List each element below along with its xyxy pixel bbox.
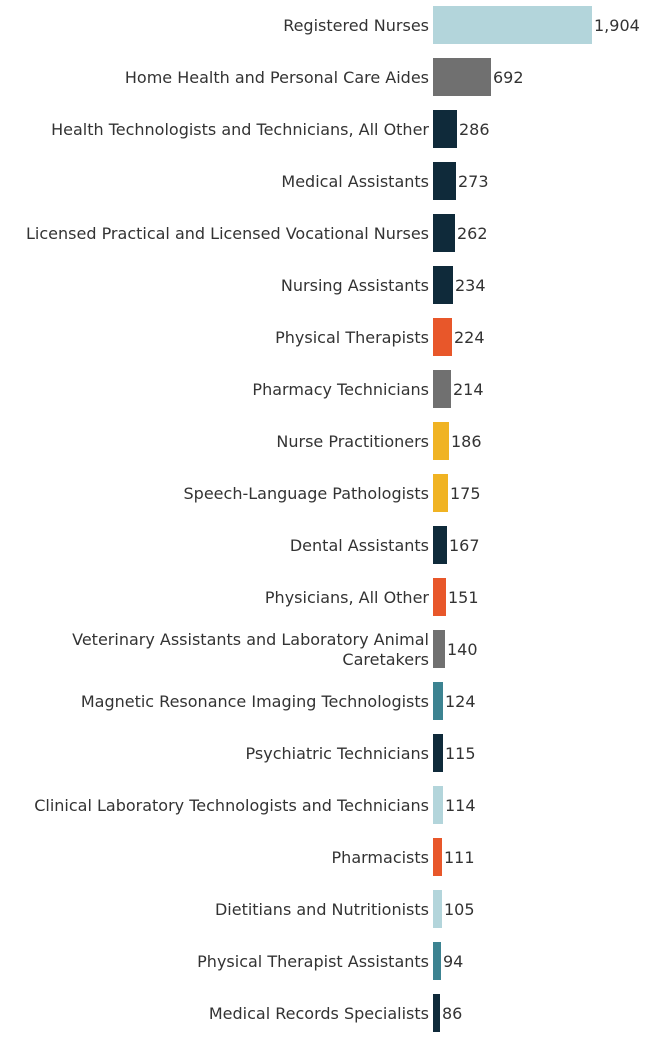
value-label: 167 xyxy=(449,536,480,555)
value-label: 114 xyxy=(445,796,476,815)
bar xyxy=(433,214,455,252)
bar xyxy=(433,578,446,616)
value-label: 105 xyxy=(444,900,475,919)
category-label: Licensed Practical and Licensed Vocational Nurses xyxy=(26,224,429,243)
bar xyxy=(433,58,491,96)
bar xyxy=(433,526,447,564)
value-label: 692 xyxy=(493,68,524,87)
bar xyxy=(433,734,443,772)
bar xyxy=(433,838,442,876)
bar xyxy=(433,266,453,304)
bar xyxy=(433,630,445,668)
category-label: Psychiatric Technicians xyxy=(245,744,429,763)
category-label: Speech-Language Pathologists xyxy=(183,484,429,503)
category-label: Pharmacists xyxy=(331,848,429,867)
value-label: 94 xyxy=(443,952,464,971)
category-label: Nursing Assistants xyxy=(280,276,429,295)
bar xyxy=(433,370,451,408)
value-label: 115 xyxy=(445,744,476,763)
category-label: Dental Assistants xyxy=(289,536,429,555)
bar xyxy=(433,786,443,824)
bar xyxy=(433,994,440,1032)
bar xyxy=(433,162,456,200)
value-label: 186 xyxy=(451,432,482,451)
category-label: Medical Records Specialists xyxy=(208,1004,429,1023)
bar xyxy=(433,682,443,720)
value-label: 140 xyxy=(447,640,478,659)
value-label: 111 xyxy=(444,848,475,867)
value-label: 86 xyxy=(442,1004,463,1023)
category-label: Pharmacy Technicians xyxy=(252,380,429,399)
category-label: Magnetic Resonance Imaging Technologists xyxy=(80,692,429,711)
category-label: Home Health and Personal Care Aides xyxy=(124,68,429,87)
value-label: 286 xyxy=(459,120,490,139)
bar xyxy=(433,6,592,44)
value-label: 151 xyxy=(448,588,479,607)
value-label: 262 xyxy=(457,224,488,243)
category-label: Health Technologists and Technicians, All Other xyxy=(51,120,429,139)
bar xyxy=(433,474,448,512)
category-label: Physical Therapist Assistants xyxy=(197,952,429,971)
category-label: Physicians, All Other xyxy=(264,588,429,607)
value-label: 175 xyxy=(450,484,481,503)
bar xyxy=(433,942,441,980)
category-label: Registered Nurses xyxy=(283,16,429,35)
category-label: Veterinary Assistants and Laboratory Animal Caretakers xyxy=(72,630,429,669)
bar xyxy=(433,890,442,928)
category-label: Nurse Practitioners xyxy=(276,432,429,451)
category-label: Dietitians and Nutritionists xyxy=(214,900,429,919)
value-label: 214 xyxy=(453,380,484,399)
category-labels xyxy=(26,16,429,1023)
bar xyxy=(433,110,457,148)
bar xyxy=(433,318,452,356)
value-labels xyxy=(442,16,640,1023)
value-label: 273 xyxy=(458,172,489,191)
category-label: Clinical Laboratory Technologists and Technicians xyxy=(34,796,429,815)
value-label: 124 xyxy=(445,692,476,711)
category-label: Physical Therapists xyxy=(275,328,429,347)
value-label: 1,904 xyxy=(594,16,640,35)
bar xyxy=(433,422,449,460)
category-label: Medical Assistants xyxy=(281,172,429,191)
bars-layer xyxy=(433,6,592,1032)
value-label: 224 xyxy=(454,328,485,347)
value-label: 234 xyxy=(455,276,486,295)
